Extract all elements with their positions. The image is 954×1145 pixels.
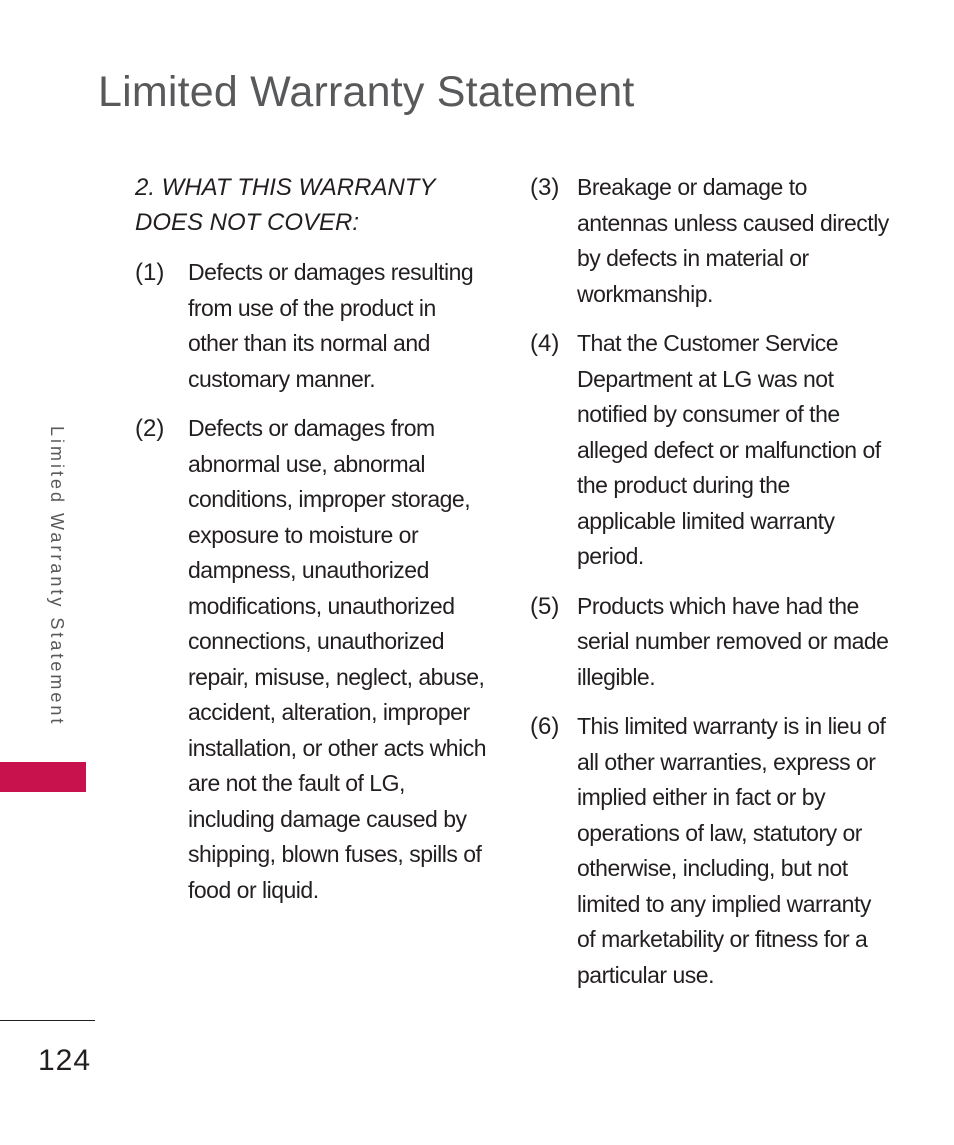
item-number: (2) <box>135 415 165 442</box>
warranty-exclusion-item <box>530 589 890 696</box>
section-heading-line1: 2. WHAT THIS WARRANTY <box>135 174 436 201</box>
page-title: Limited Warranty Statement <box>98 68 635 116</box>
item-text: Defects or damages resulting from use of the product in other than its normal and customary manner. <box>188 259 474 392</box>
warranty-exclusion-item <box>530 170 890 312</box>
item-number: (5) <box>530 592 560 620</box>
footer-divider <box>0 1020 95 1021</box>
warranty-exclusion-item <box>135 255 490 397</box>
item-text: That the Customer Service Department at LG was not notified by consumer of the alleged defect or malfunction of the product during the applicable limited warranty period. <box>577 330 881 569</box>
warranty-exclusion-item <box>530 709 890 993</box>
left-column <box>135 170 490 922</box>
item-number: (6) <box>530 713 560 740</box>
item-text: Breakage or damage to antennas unless caused directly by defects in material or workmanship. <box>577 174 889 307</box>
item-number: (1) <box>135 259 165 286</box>
warranty-exclusion-item <box>530 326 890 575</box>
side-section-label: Limited Warranty Statement <box>47 426 67 727</box>
section-tab-marker <box>0 762 86 792</box>
section-heading <box>135 170 490 240</box>
item-number: (3) <box>530 174 560 201</box>
item-text: Products which have had the serial number removed or made illegible. <box>577 592 889 690</box>
section-heading-line2: DOES NOT COVER: <box>135 209 360 236</box>
item-number: (4) <box>530 330 560 357</box>
item-text: Defects or damages from abnormal use, abnormal conditions, improper storage, exposure to moisture or dampness, unauthorized modifications, unauthorized connections, unauthorized repair, misuse, neglect, abuse, accident, alteration, improper installation, or other acts which are not the fault of LG, including damage caused by shipping, blown fuses, spills of food or liquid. <box>188 415 486 903</box>
right-column <box>530 170 890 1007</box>
page-number: 124 <box>38 1044 92 1077</box>
item-text: This limited warranty is in lieu of all other warranties, express or implied either in fact or by operations of law, statutory or otherwise, including, but not limited to any implied warranty of marketability or fitness for a particular use. <box>577 713 886 988</box>
warranty-exclusion-item <box>135 411 490 908</box>
